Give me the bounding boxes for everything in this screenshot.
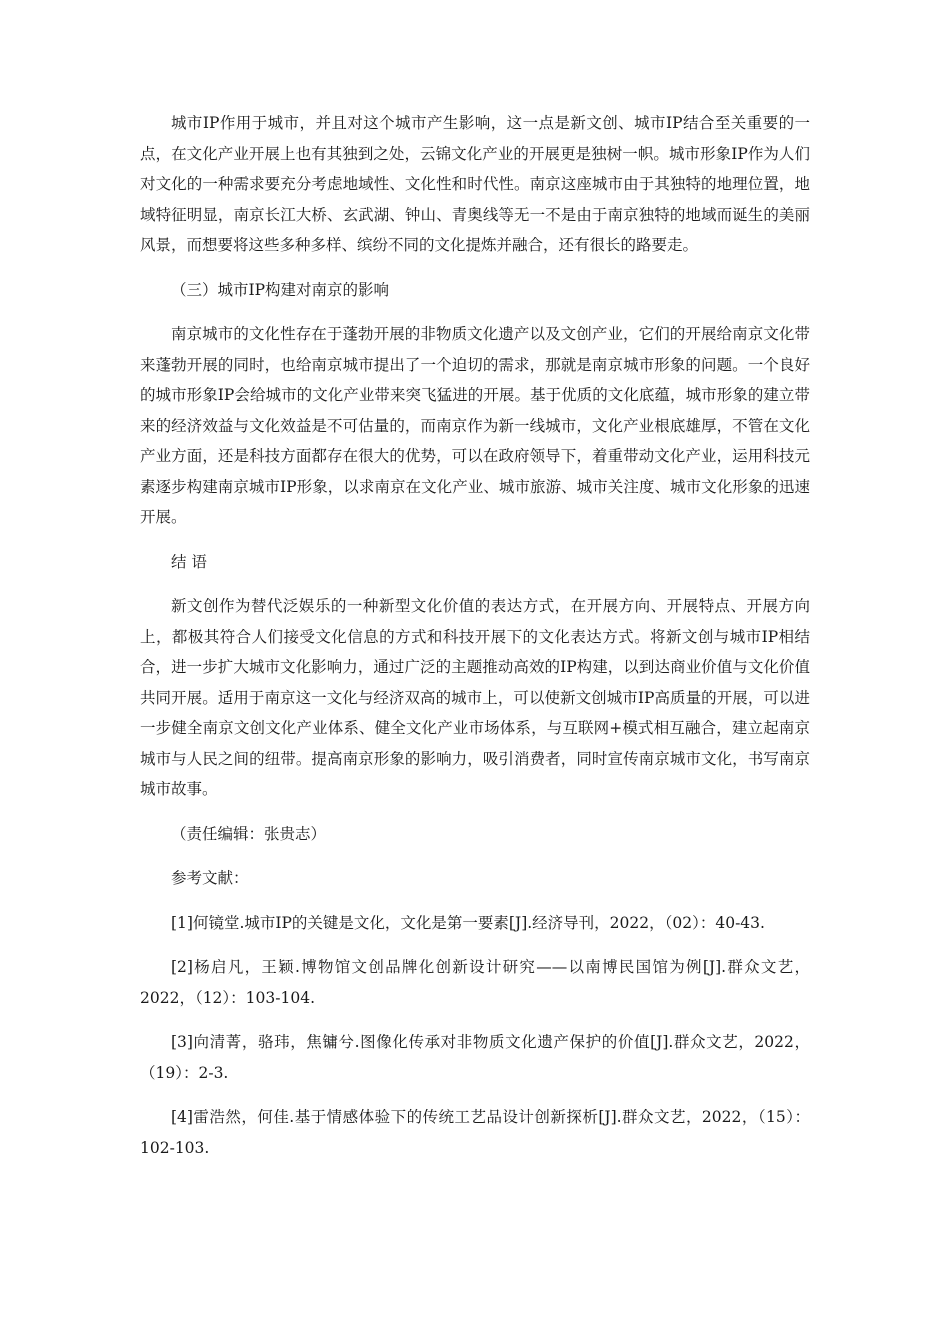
reference-item: [3]向清菁，骆玮，焦镛兮.图像化传承对非物质文化遗产保护的价值[J].群众文艺，2022，（19）：2-3. bbox=[140, 1033, 810, 1082]
paragraph-nanjing-culture: 南京城市的文化性存在于蓬勃开展的非物质文化遗产以及文创产业，它们的开展给南京文化带来蓬勃开展的同时，也给南京城市提出了一个迫切的需求，那就是南京城市形象的问题。一个良好的城市形象IP会给城市的文化产业带来突飞猛进的开展。基于优质的文化底蕴，城市形象的建立带来的经济效益与文化效益是不可估量的，而南京作为新一线城市，文化产业根底雄厚，不管在文化产业方面，还是科技方面都存在很大的优势，可以在政府领导下，着重带动文化产业，运用科技元素逐步构建南京城市IP形象，以求南京在文化产业、城市旅游、城市关注度、城市文化形象的迅速开展。 bbox=[140, 325, 810, 526]
reference-item: [2]杨启凡，王颖.博物馆文创品牌化创新设计研究——以南博民国馆为例[J].群众文艺，2022，（12）：103-104. bbox=[140, 958, 810, 1007]
reference-item: [1]何镜堂.城市IP的关键是文化，文化是第一要素[J].经济导刊，2022，（02）：40-43. bbox=[171, 913, 765, 932]
conclusion-heading: 结 语 bbox=[171, 552, 207, 571]
section-heading-3: （三）城市IP构建对南京的影响 bbox=[171, 280, 390, 299]
paragraph-city-ip-impact: 城市IP作用于城市，并且对这个城市产生影响，这一点是新文创、城市IP结合至关重要的一点，在文化产业开展上也有其独到之处，云锦文化产业的开展更是独树一帜。城市形象IP作为人们对文化的一种需求要充分考虑地域性、文化性和时代性。南京这座城市由于其独特的地理位置，地域特征明显，南京长江大桥、玄武湖、钟山、青奥线等无一不是由于南京独特的地域而诞生的美丽风景，而想要将这些多种多样、缤纷不同的文化提炼并融合，还有很长的路要走。 bbox=[140, 114, 810, 254]
references-heading: 参考文献： bbox=[171, 869, 249, 887]
paragraph-conclusion: 新文创作为替代泛娱乐的一种新型文化价值的表达方式，在开展方向、开展特点、开展方向上，都极其符合人们接受文化信息的方式和科技开展下的文化表达方式。将新文创与城市IP相结合，进一步扩大城市文化影响力，通过广泛的主题推动高效的IP构建，以到达商业价值与文化价值共同开展。适用于南京这一文化与经济双高的城市上，可以使新文创城市IP高质量的开展，可以进一步健全南京文创文化产业体系、健全文化产业市场体系，与互联网+模式相互融合，建立起南京城市与人民之间的纽带。提高南京形象的影响力，吸引消费者，同时宣传南京城市文化，书写南京城市故事。 bbox=[140, 597, 810, 798]
document-page bbox=[140, 108, 810, 1177]
reference-item: [4]雷浩然，何佳.基于情感体验下的传统工艺品设计创新探析[J].群众文艺，2022，（15）：102-103. bbox=[140, 1108, 810, 1157]
editor-note: （责任编辑：张贵志） bbox=[171, 824, 327, 843]
